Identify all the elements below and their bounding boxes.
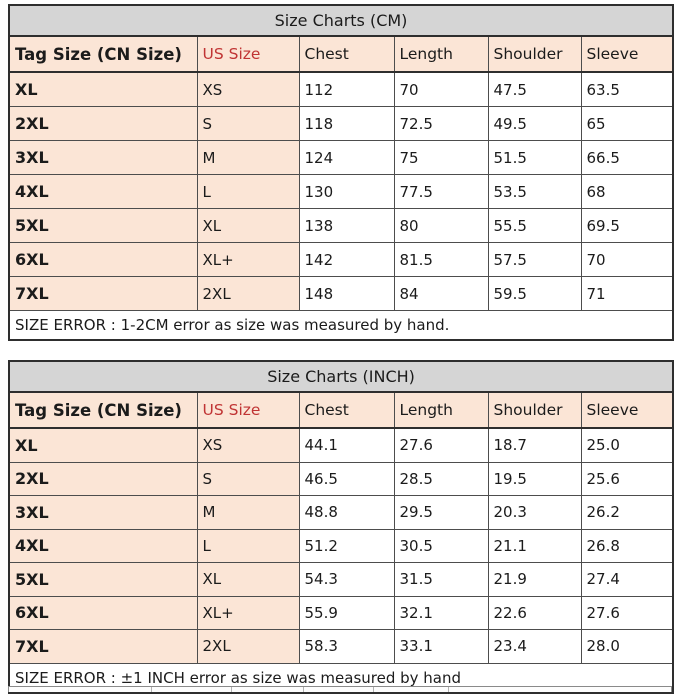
size-cell: 48.8 <box>299 496 394 530</box>
size-cell: 21.9 <box>488 563 581 597</box>
size-cell: 51.2 <box>299 529 394 563</box>
size-cell: 28.0 <box>581 630 673 664</box>
size-cell: XL+ <box>197 243 299 277</box>
size-cell: 27.4 <box>581 563 673 597</box>
table-title: Size Charts (INCH) <box>9 361 673 392</box>
size-cell: 49.5 <box>488 107 581 141</box>
size-cell: 3XL <box>9 496 197 530</box>
size-cell: 142 <box>299 243 394 277</box>
table-row <box>9 107 673 141</box>
column-header: US Size <box>197 36 299 72</box>
size-cell: 77.5 <box>394 175 488 209</box>
size-cell: 7XL <box>9 630 197 664</box>
table-row <box>9 72 673 107</box>
size-cell: 71 <box>581 277 673 311</box>
size-cell: L <box>197 175 299 209</box>
size-cell: 118 <box>299 107 394 141</box>
size-chart-table-cm <box>8 4 674 341</box>
column-header: Tag Size (CN Size) <box>9 36 197 72</box>
table-row <box>9 209 673 243</box>
size-cell: XS <box>197 72 299 107</box>
size-cell: 124 <box>299 141 394 175</box>
table-row <box>9 175 673 209</box>
size-cell: 31.5 <box>394 563 488 597</box>
column-header-row <box>9 36 673 72</box>
size-cell: 7XL <box>9 277 197 311</box>
column-header: Shoulder <box>488 36 581 72</box>
size-cell: 75 <box>394 141 488 175</box>
size-cell: 53.5 <box>488 175 581 209</box>
size-cell: 51.5 <box>488 141 581 175</box>
size-cell: S <box>197 462 299 496</box>
size-error-note-row <box>9 311 673 341</box>
size-cell: 27.6 <box>581 596 673 630</box>
size-cell: 55.5 <box>488 209 581 243</box>
size-cell: 68 <box>581 175 673 209</box>
size-cell: 55.9 <box>299 596 394 630</box>
size-cell: 27.6 <box>394 428 488 462</box>
column-header: Chest <box>299 36 394 72</box>
size-cell: 21.1 <box>488 529 581 563</box>
size-cell: 22.6 <box>488 596 581 630</box>
size-cell: 30.5 <box>394 529 488 563</box>
size-cell: M <box>197 496 299 530</box>
size-cell: 18.7 <box>488 428 581 462</box>
size-cell: 6XL <box>9 596 197 630</box>
column-header: Sleeve <box>581 36 673 72</box>
size-cell: XL <box>197 209 299 243</box>
size-cell: 54.3 <box>299 563 394 597</box>
table-row <box>9 141 673 175</box>
size-chart-table-inch <box>8 360 674 694</box>
size-cell: 59.5 <box>488 277 581 311</box>
size-error-note: SIZE ERROR : ±1 INCH error as size was measured by hand <box>9 663 673 693</box>
size-cell: 69.5 <box>581 209 673 243</box>
size-cell: 4XL <box>9 529 197 563</box>
column-header: US Size <box>197 392 299 428</box>
size-cell: 84 <box>394 277 488 311</box>
table-row <box>9 243 673 277</box>
size-cell: 2XL <box>9 107 197 141</box>
size-cell: 2XL <box>197 277 299 311</box>
column-header: Length <box>394 36 488 72</box>
size-cell: 112 <box>299 72 394 107</box>
size-cell: 2XL <box>9 462 197 496</box>
size-cell: XL <box>197 563 299 597</box>
column-header-row <box>9 392 673 428</box>
table-row <box>9 630 673 664</box>
size-cell: 6XL <box>9 243 197 277</box>
size-cell: 70 <box>394 72 488 107</box>
size-cell: 70 <box>581 243 673 277</box>
size-cell: XL+ <box>197 596 299 630</box>
size-cell: 3XL <box>9 141 197 175</box>
size-cell: 26.8 <box>581 529 673 563</box>
size-cell: 57.5 <box>488 243 581 277</box>
column-header: Shoulder <box>488 392 581 428</box>
size-cell: 23.4 <box>488 630 581 664</box>
size-cell: 44.1 <box>299 428 394 462</box>
size-cell: 5XL <box>9 563 197 597</box>
column-header: Length <box>394 392 488 428</box>
size-cell: 47.5 <box>488 72 581 107</box>
column-header: Tag Size (CN Size) <box>9 392 197 428</box>
table-row <box>9 277 673 311</box>
size-cell: L <box>197 529 299 563</box>
column-header: Sleeve <box>581 392 673 428</box>
size-cell: 25.0 <box>581 428 673 462</box>
size-cell: 29.5 <box>394 496 488 530</box>
size-cell: 81.5 <box>394 243 488 277</box>
table-title-row <box>9 5 673 36</box>
size-error-note: SIZE ERROR : 1-2CM error as size was measured by hand. <box>9 311 673 341</box>
size-cell: 5XL <box>9 209 197 243</box>
size-cell: 66.5 <box>581 141 673 175</box>
size-cell: S <box>197 107 299 141</box>
size-cell: XL <box>9 428 197 462</box>
size-cell: 32.1 <box>394 596 488 630</box>
size-cell: 28.5 <box>394 462 488 496</box>
table-title-row <box>9 361 673 392</box>
next-table-partial-row <box>8 686 672 692</box>
size-cell: 2XL <box>197 630 299 664</box>
table-row <box>9 496 673 530</box>
table-row <box>9 462 673 496</box>
size-cell: XL <box>9 72 197 107</box>
column-header: Chest <box>299 392 394 428</box>
size-cell: 4XL <box>9 175 197 209</box>
size-cell: 65 <box>581 107 673 141</box>
table-row <box>9 563 673 597</box>
table-row <box>9 529 673 563</box>
table-row <box>9 428 673 462</box>
table-row <box>9 596 673 630</box>
size-cell: 148 <box>299 277 394 311</box>
size-cell: 63.5 <box>581 72 673 107</box>
size-cell: 19.5 <box>488 462 581 496</box>
size-cell: 58.3 <box>299 630 394 664</box>
size-cell: 33.1 <box>394 630 488 664</box>
size-cell: 72.5 <box>394 107 488 141</box>
size-cell: M <box>197 141 299 175</box>
size-cell: XS <box>197 428 299 462</box>
size-cell: 25.6 <box>581 462 673 496</box>
size-cell: 20.3 <box>488 496 581 530</box>
size-cell: 46.5 <box>299 462 394 496</box>
size-cell: 138 <box>299 209 394 243</box>
size-cell: 130 <box>299 175 394 209</box>
size-cell: 80 <box>394 209 488 243</box>
table-title: Size Charts (CM) <box>9 5 673 36</box>
size-cell: 26.2 <box>581 496 673 530</box>
